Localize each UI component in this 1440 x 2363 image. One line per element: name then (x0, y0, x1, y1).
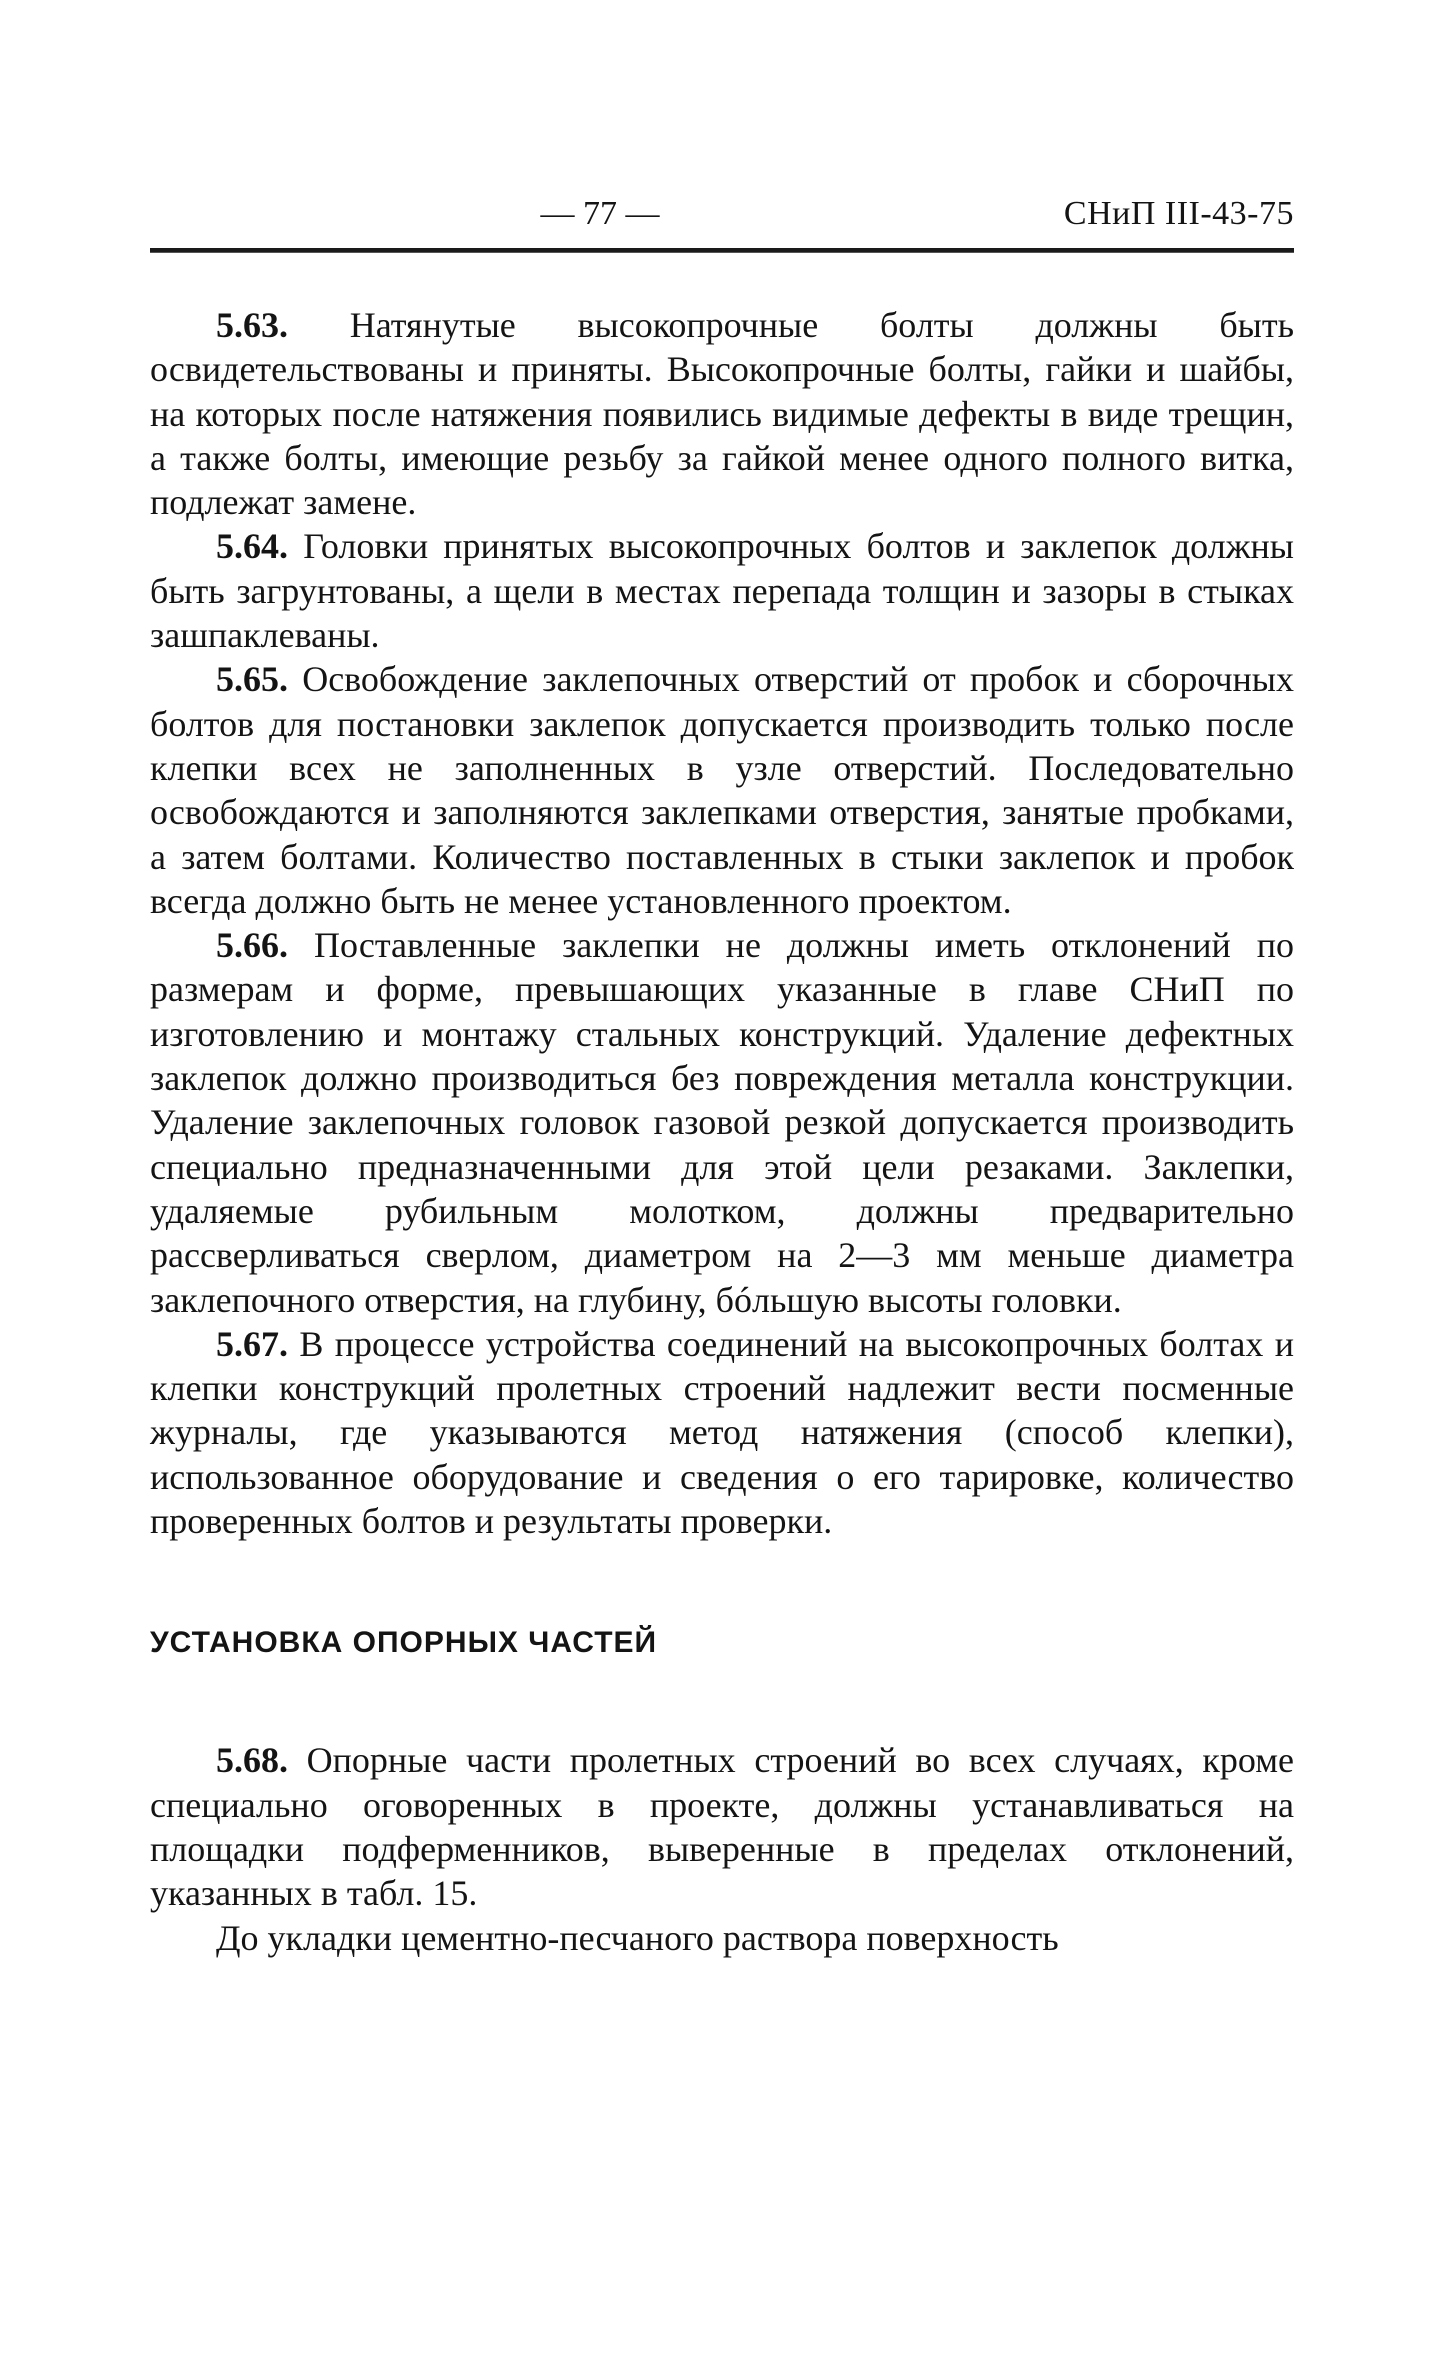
clause-5-64 (150, 524, 1294, 657)
clause-number: 5.68. (216, 1740, 288, 1781)
clause-5-67 (150, 1322, 1294, 1543)
clause-5-65 (150, 657, 1294, 923)
continuation-paragraph (150, 1916, 1294, 1960)
clause-number: 5.66. (216, 925, 288, 966)
clause-text: Освобождение заклепочных отверстий от пробок и сборочных болтов для постановки заклепок допускается производить только после клепки всех не заполненных в узле отверстий. Последовательно освобождаются и заполняются заклепками отверстия, занятые пробками, а затем болтами. Количество поставленных в стыки заклепок и пробок всегда должно быть не менее установленного проектом. (150, 659, 1294, 921)
page-header (150, 188, 1294, 240)
clause-number: 5.65. (216, 659, 288, 700)
clause-5-63 (150, 303, 1294, 524)
clause-number: 5.67. (216, 1323, 288, 1364)
paragraph-text: До укладки цементно-песчаного раствора поверхность (216, 1917, 1059, 1958)
document-code: СНиП III-43-75 (1063, 195, 1294, 232)
document-page (150, 188, 1294, 1960)
clause-text: Натянутые высокопрочные болты должны быть освидетельствованы и приняты. Высокопрочные болты, гайки и шайбы, на которых после натяжения появились видимые дефекты в виде трещин, а также болты, имеющие резьбу за гайкой менее одного полного витка, подлежат замене. (150, 305, 1294, 523)
clause-number: 5.64. (216, 526, 288, 567)
clause-text: Головки принятых высокопрочных болтов и заклепок должны быть загрунтованы, а щели в местах перепада толщин и зазоры в стыках зашпаклеваны. (150, 526, 1294, 656)
document-body (150, 303, 1294, 1960)
header-divider (150, 248, 1294, 253)
clause-text: Поставленные заклепки не должны иметь отклонений по размерам и форме, превышающих указанные в главе СНиП по изготовлению и монтажу стальных конструкций. Удаление дефектных заклепок должно производиться без повреждения металла конструкции. Удаление заклепочных головок газовой резкой допускается производить специально предназначенными для этой цели резаками. Заклепки, удаляемые рубильным молотком, должны предварительно рассверливаться сверлом, диаметром на 2—3 мм меньше диаметра заклепочного отверстия, на глубину, бóльшую высоты головки. (150, 925, 1295, 1320)
clause-5-68 (150, 1738, 1294, 1915)
clause-5-66 (150, 923, 1294, 1322)
clause-text: В процессе устройства соединений на высокопрочных болтах и клепки конструкций пролетных строений надлежит вести посменные журналы, где указываются метод натяжения (способ клепки), использованное оборудование и сведения о его тарировке, количество проверенных болтов и результаты проверки. (150, 1323, 1294, 1542)
page-number: — 77 — (540, 195, 660, 232)
clause-number: 5.63. (216, 305, 288, 345)
section-heading: УСТАНОВКА ОПОРНЫХ ЧАСТЕЙ (150, 1626, 658, 1660)
clause-text: Опорные части пролетных строений во всех случаях, кроме специально оговоренных в проекте, должны устанавливаться на площадки подферменников, выверенные в пределах отклонений, указанных в табл. 15. (150, 1740, 1294, 1914)
